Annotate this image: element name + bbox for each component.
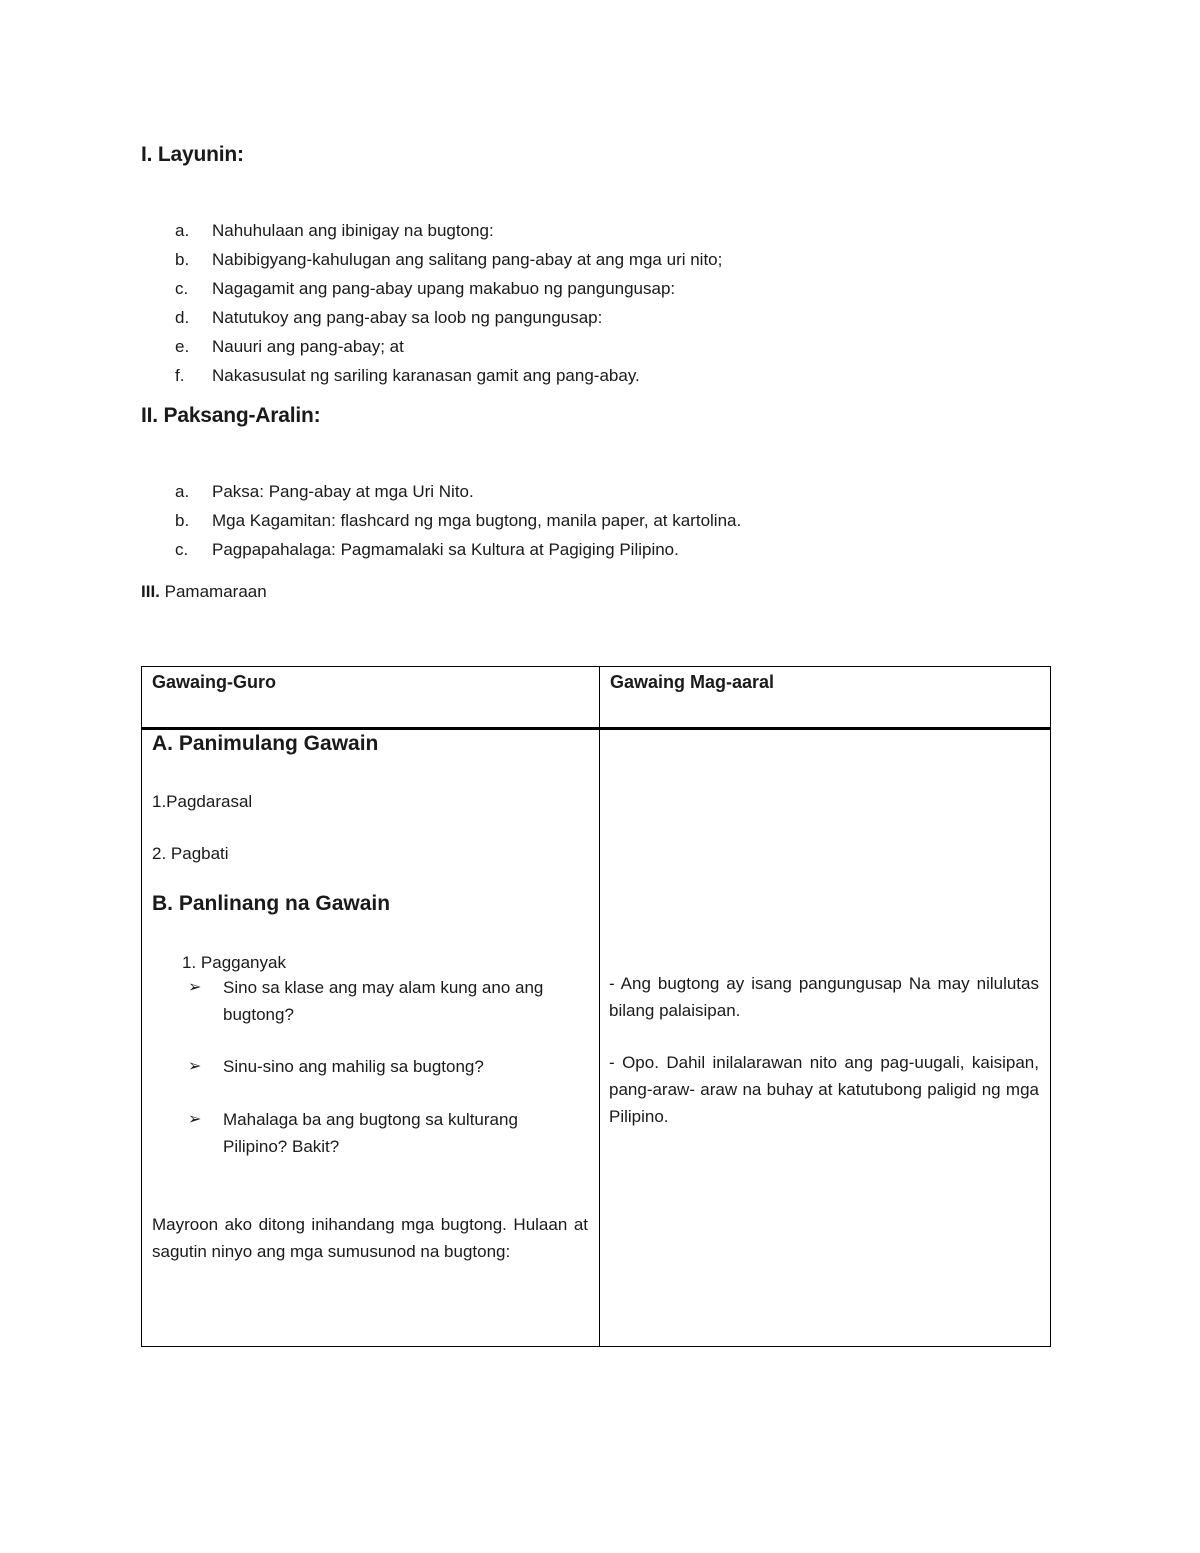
list-item-text: Nakasusulat ng sariling karanasan gamit ang pang-abay. bbox=[212, 366, 640, 385]
list-marker: b. bbox=[175, 511, 190, 530]
list-marker: c. bbox=[175, 540, 189, 559]
arrow-bullet-icon: ➢ bbox=[188, 979, 202, 996]
list-item-text: Nahuhulaan ang ibinigay na bugtong: bbox=[212, 221, 494, 240]
question-item: Sino sa klase ang may alam kung ano ang bugtong? bbox=[223, 978, 544, 1024]
list-item-text: Mga Kagamitan: flashcard ng mga bugtong, manila paper, at kartolina. bbox=[212, 511, 742, 530]
question-item: Sinu-sino ang mahilig sa bugtong? bbox=[223, 1057, 484, 1076]
list-marker: a. bbox=[175, 221, 190, 240]
list-item-text: Paksa: Pang-abay at mga Uri Nito. bbox=[212, 482, 474, 501]
student-answer: - Opo. Dahil inilalarawan nito ang pag-uugali, kaisipan, pang-araw- araw na buhay at katutubong paligid ng mga Pilipino. bbox=[609, 1053, 1039, 1126]
list-item-text: Nabibigyang-kahulugan ang salitang pang-abay at ang mga uri nito; bbox=[212, 250, 723, 269]
list-item-text: Nagagamit ang pang-abay upang makabuo ng pangungusap: bbox=[212, 279, 676, 298]
question-item: Mahalaga ba ang bugtong sa kulturang Pilipino? Bakit? bbox=[223, 1110, 518, 1156]
part-b-title: B. Panlinang na Gawain bbox=[152, 892, 391, 915]
part-a-title: A. Panimulang Gawain bbox=[152, 732, 379, 755]
student-column-header bbox=[600, 667, 1051, 729]
table-row bbox=[142, 729, 1051, 1347]
section-layunin-heading: I. Layunin: bbox=[141, 143, 244, 166]
list-marker: e. bbox=[175, 337, 190, 356]
section-paksang-aralin-heading: II. Paksang-Aralin: bbox=[141, 404, 321, 427]
table-header-row bbox=[142, 667, 1051, 729]
list-marker: f. bbox=[175, 366, 185, 385]
list-marker: a. bbox=[175, 482, 190, 501]
student-answer: - Ang bugtong ay isang pangungusap Na may nilulutas bilang palaisipan. bbox=[609, 974, 1039, 1020]
teacher-column-header bbox=[142, 667, 600, 729]
student-cell bbox=[600, 729, 1051, 1347]
lesson-plan-table bbox=[141, 666, 1051, 1347]
list-item-text: Pagpapahalaga: Pagmamalaki sa Kultura at Pagiging Pilipino. bbox=[212, 540, 679, 559]
closing-instruction: Mayroon ako ditong inihandang mga bugtong. Hulaan at sagutin ninyo ang mga sumusunod na bugtong: bbox=[152, 1215, 588, 1261]
step-pagbati: 2. Pagbati bbox=[152, 844, 229, 863]
teacher-cell bbox=[142, 729, 600, 1347]
teacher-header-label: Gawaing-Guro bbox=[152, 672, 277, 692]
list-item-text: Nauuri ang pang-abay; at bbox=[212, 337, 404, 356]
section-title: Pamamaraan bbox=[164, 582, 267, 601]
list-item-text: Natutukoy ang pang-abay sa loob ng pangungusap: bbox=[212, 308, 603, 327]
step-pagdarasal: 1.Pagdarasal bbox=[152, 792, 253, 811]
section-numeral: III. bbox=[141, 582, 160, 601]
arrow-bullet-icon: ➢ bbox=[188, 1111, 202, 1128]
list-marker: b. bbox=[175, 250, 190, 269]
arrow-bullet-icon: ➢ bbox=[188, 1058, 202, 1075]
student-header-label: Gawaing Mag-aaral bbox=[610, 672, 775, 692]
motivation-label: 1. Pagganyak bbox=[182, 953, 286, 972]
list-marker: d. bbox=[175, 308, 190, 327]
section-pamamaraan-heading bbox=[141, 582, 267, 602]
list-marker: c. bbox=[175, 279, 189, 298]
